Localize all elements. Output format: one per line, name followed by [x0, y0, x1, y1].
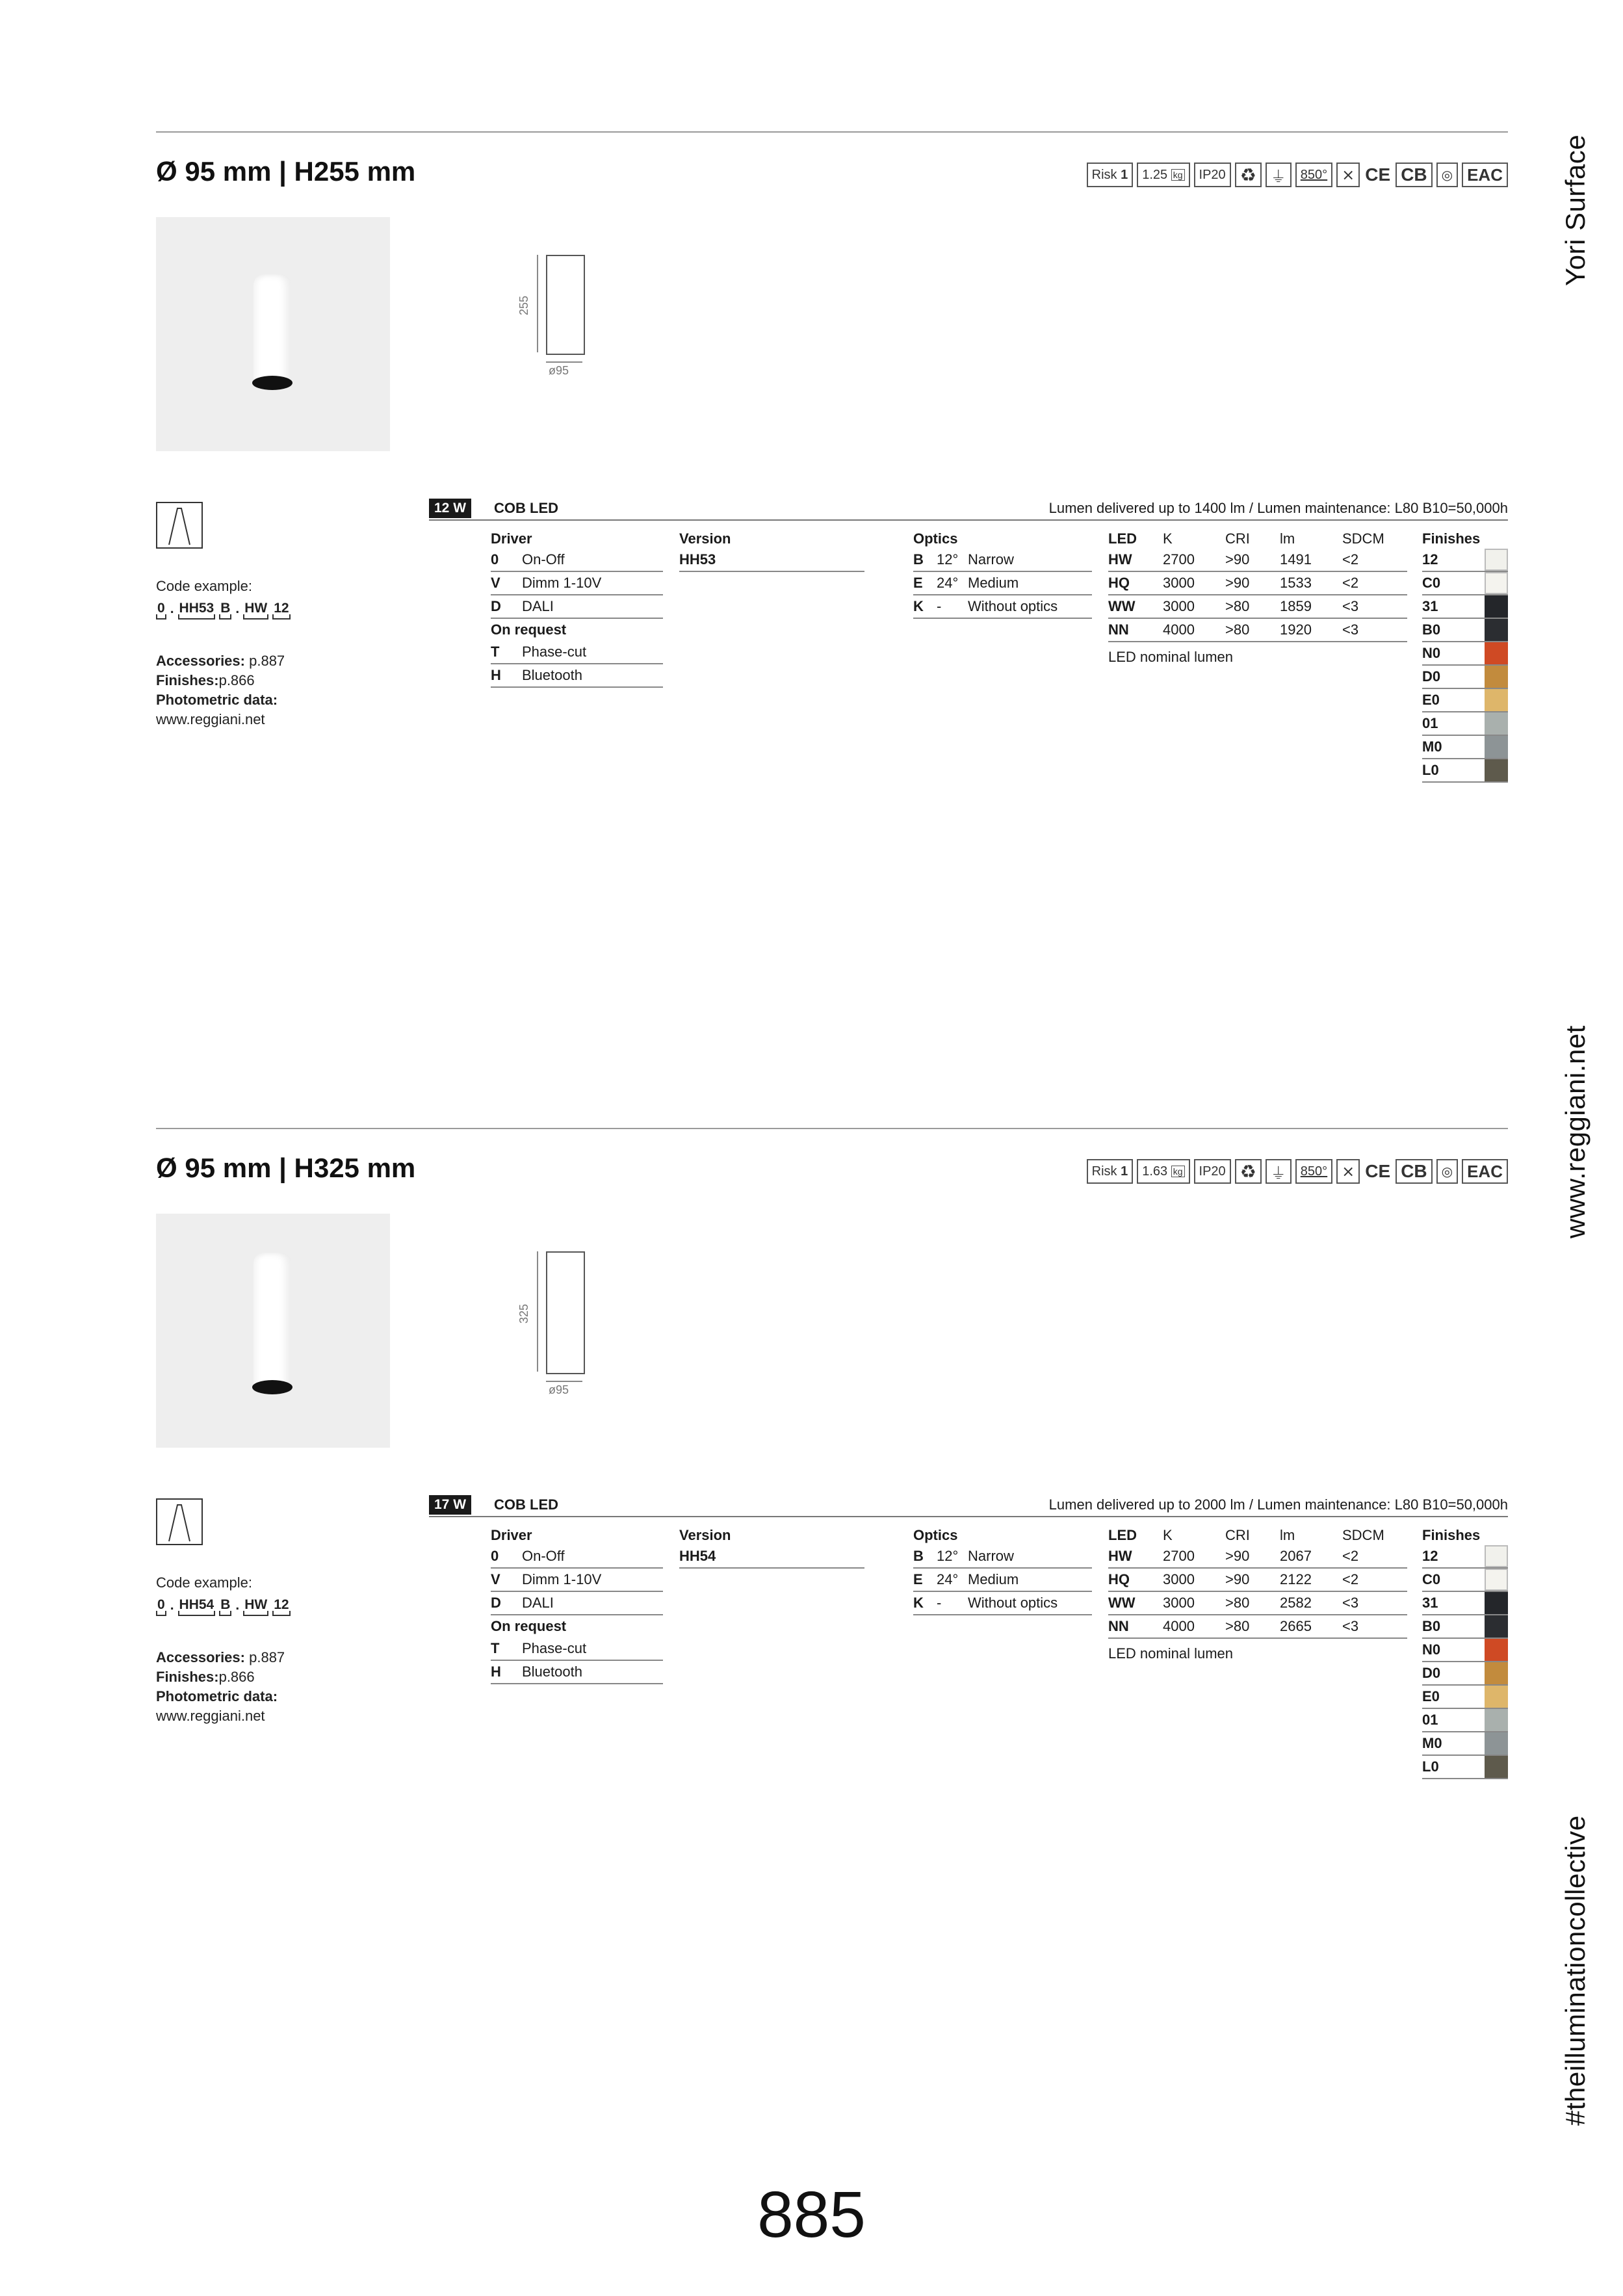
finish-code: 12 — [1422, 1548, 1438, 1564]
ccc-mark-icon: ◎ — [1436, 163, 1458, 187]
no-dimmer-icon: ⨯ — [1336, 163, 1360, 187]
version-column — [679, 529, 864, 572]
driver-option: D DALI — [491, 1592, 663, 1615]
optics-option: B 12° Narrow — [913, 549, 1092, 572]
finish-option — [1422, 736, 1508, 759]
version-value: HH53 — [679, 549, 864, 572]
product-photo — [156, 217, 390, 451]
finish-color-swatch — [1485, 712, 1508, 735]
finish-code: L0 — [1422, 1758, 1439, 1775]
optics-column — [913, 529, 1092, 619]
code-example — [156, 1573, 291, 1616]
optics-column — [913, 1526, 1092, 1615]
product-photo — [156, 1214, 390, 1448]
cri-badge: 850° — [1295, 1159, 1332, 1184]
finishes-label: Finishes: — [156, 1669, 219, 1685]
certification-badges — [1087, 163, 1508, 187]
finishes-header: Finishes — [1422, 530, 1481, 547]
finish-code: D0 — [1422, 1665, 1441, 1681]
finish-option — [1422, 1615, 1508, 1639]
accessories-label: Accessories: — [156, 1649, 245, 1665]
height-dimension-line — [537, 1251, 538, 1372]
section-divider — [156, 1128, 1508, 1129]
finish-option — [1422, 595, 1508, 619]
led-column — [1108, 529, 1407, 667]
finish-code: C0 — [1422, 575, 1441, 591]
led-nominal-note: LED nominal lumen — [1108, 649, 1233, 665]
height-dimension-line — [537, 255, 538, 352]
finish-code: M0 — [1422, 738, 1442, 755]
code-example-parts: 0 . HH53 B . HW 12 — [156, 599, 291, 620]
diameter-dimension-label: ø95 — [549, 1383, 569, 1396]
driver-option: H Bluetooth — [491, 664, 663, 688]
diameter-dimension-label: ø95 — [549, 364, 569, 377]
diameter-dimension-line — [546, 361, 582, 363]
finish-color-swatch — [1485, 549, 1508, 571]
code-part: B — [219, 1595, 231, 1616]
finish-code: E0 — [1422, 1688, 1440, 1704]
spec-header-bar — [429, 499, 1508, 521]
finish-option — [1422, 642, 1508, 666]
version-column — [679, 1526, 864, 1569]
photometric-label: Photometric data: — [156, 692, 278, 708]
height-dimension-label: 325 — [517, 1303, 530, 1324]
finish-color-swatch — [1485, 1662, 1508, 1684]
ground-icon: ⏚ — [1266, 163, 1292, 187]
code-example-label: Code example: — [156, 578, 252, 594]
version-value: HH54 — [679, 1545, 864, 1569]
section-divider — [156, 131, 1508, 133]
finish-option — [1422, 619, 1508, 642]
finish-code: D0 — [1422, 668, 1441, 685]
led-row: NN 4000 >80 1920 <3 — [1108, 619, 1407, 642]
side-website: www.reggiani.net — [1560, 1025, 1591, 1238]
finish-color-swatch — [1485, 642, 1508, 664]
luminaire-body — [253, 1253, 291, 1389]
finish-code: 12 — [1422, 551, 1438, 567]
finish-color-swatch — [1485, 595, 1508, 618]
ce-mark-icon: CE — [1365, 164, 1391, 185]
light-source-label: COB LED — [494, 1496, 558, 1513]
driver-option: H Bluetooth — [491, 1661, 663, 1684]
finish-code: B0 — [1422, 621, 1441, 638]
finish-code: L0 — [1422, 762, 1439, 778]
finish-code: 01 — [1422, 715, 1438, 731]
code-part: 0 — [156, 1595, 166, 1616]
product-dimensions-title: Ø 95 mm | H325 mm — [156, 1153, 416, 1183]
finish-color-swatch — [1485, 1592, 1508, 1614]
finish-code: C0 — [1422, 1571, 1441, 1587]
driver-column — [491, 1526, 663, 1684]
website-link[interactable]: www.reggiani.net — [156, 711, 265, 727]
weight-badge: 1.63 kg — [1137, 1159, 1189, 1184]
finish-color-swatch — [1485, 1732, 1508, 1755]
finish-option — [1422, 759, 1508, 783]
ccc-mark-icon: ◎ — [1436, 1159, 1458, 1184]
finishes-column — [1422, 529, 1508, 783]
led-nominal-note: LED nominal lumen — [1108, 1645, 1233, 1662]
luminaire-body — [253, 274, 291, 385]
finish-code: N0 — [1422, 645, 1441, 661]
finish-option — [1422, 572, 1508, 595]
finish-color-swatch — [1485, 1545, 1508, 1567]
driver-option: 0 On-Off — [491, 1545, 663, 1569]
luminaire-outline — [546, 1251, 585, 1374]
product-dimensions-title: Ø 95 mm | H255 mm — [156, 156, 416, 187]
finish-option — [1422, 712, 1508, 736]
surface-mount-icon — [156, 502, 203, 549]
surface-mount-icon — [156, 1498, 203, 1545]
finishes-label: Finishes: — [156, 672, 219, 688]
finish-option — [1422, 1639, 1508, 1662]
accessories-page-link[interactable]: p.887 — [249, 653, 285, 669]
diameter-dimension-line — [546, 1381, 582, 1382]
finish-code: 31 — [1422, 598, 1438, 614]
driver-column — [491, 529, 663, 688]
led-row: HW 2700 >90 2067 <2 — [1108, 1545, 1407, 1569]
finish-code: N0 — [1422, 1641, 1441, 1658]
led-row: HW 2700 >90 1491 <2 — [1108, 549, 1407, 572]
led-header-row: LED K CRI lm SDCM — [1108, 530, 1384, 547]
finish-code: B0 — [1422, 1618, 1441, 1634]
finishes-column — [1422, 1526, 1508, 1779]
finish-color-swatch — [1485, 619, 1508, 641]
wattage-badge: 12 W — [429, 499, 471, 518]
cb-mark-icon: CB — [1396, 1159, 1432, 1184]
driver-option: V Dimm 1-10V — [491, 1569, 663, 1592]
ground-icon: ⏚ — [1266, 1159, 1292, 1184]
version-header: Version — [679, 530, 731, 547]
certification-badges — [1087, 1159, 1508, 1184]
code-part: B — [219, 599, 231, 620]
finishes-page-link[interactable]: p.866 — [218, 672, 255, 688]
side-hashtag: #theilluminationcollective — [1560, 1815, 1591, 2126]
code-part: HH53 — [178, 599, 216, 620]
driver-header: Driver — [491, 1527, 532, 1543]
optics-option: B 12° Narrow — [913, 1545, 1092, 1569]
code-part: HW — [243, 599, 268, 620]
finish-option — [1422, 549, 1508, 572]
no-dimmer-icon: ⨯ — [1336, 1159, 1360, 1184]
lumen-maintenance-note: Lumen delivered up to 2000 lm / Lumen maintenance: L80 B10=50,000h — [1048, 1496, 1508, 1513]
led-column — [1108, 1526, 1407, 1663]
finishes-header: Finishes — [1422, 1527, 1481, 1543]
side-product-title: Yori Surface — [1560, 134, 1591, 286]
cb-mark-icon: CB — [1396, 163, 1432, 187]
driver-option: T Phase-cut — [491, 1637, 663, 1661]
finish-color-swatch — [1485, 759, 1508, 781]
product-info — [156, 651, 285, 729]
finishes-page-link[interactable]: p.866 — [218, 1669, 255, 1685]
product-section — [156, 131, 1508, 911]
led-row: HQ 3000 >90 1533 <2 — [1108, 572, 1407, 595]
optics-header: Optics — [913, 1527, 958, 1543]
finish-option — [1422, 689, 1508, 712]
luminaire-aperture — [252, 1380, 292, 1394]
finish-color-swatch — [1485, 1756, 1508, 1778]
wattage-badge: 17 W — [429, 1495, 471, 1515]
code-example-parts: 0 . HH54 B . HW 12 — [156, 1595, 291, 1616]
optics-option: K - Without optics — [913, 1592, 1092, 1615]
code-example-label: Code example: — [156, 1574, 252, 1591]
led-header-row: LED K CRI lm SDCM — [1108, 1527, 1384, 1543]
finish-color-swatch — [1485, 572, 1508, 594]
cri-badge: 850° — [1295, 163, 1332, 187]
finish-color-swatch — [1485, 1686, 1508, 1708]
eac-mark-icon: EAC — [1462, 1159, 1508, 1184]
led-row: WW 3000 >80 2582 <3 — [1108, 1592, 1407, 1615]
finish-code: 01 — [1422, 1712, 1438, 1728]
weight-icon: kg — [1171, 169, 1185, 181]
finish-code: M0 — [1422, 1735, 1442, 1751]
photometric-label: Photometric data: — [156, 1688, 278, 1704]
finish-option — [1422, 1756, 1508, 1779]
finish-color-swatch — [1485, 1639, 1508, 1661]
weight-icon: kg — [1171, 1166, 1185, 1177]
product-section — [156, 1128, 1508, 1908]
weight-badge: 1.25 kg — [1137, 163, 1189, 187]
finish-color-swatch — [1485, 666, 1508, 688]
finish-code: E0 — [1422, 692, 1440, 708]
recycle-icon: ♻ — [1235, 163, 1262, 187]
finish-option — [1422, 1569, 1508, 1592]
spec-header-bar — [429, 1495, 1508, 1517]
driver-option: V Dimm 1-10V — [491, 572, 663, 595]
eac-mark-icon: EAC — [1462, 163, 1508, 187]
code-example — [156, 577, 291, 620]
on-request-label: On request — [491, 621, 567, 638]
finish-option — [1422, 1686, 1508, 1709]
recycle-icon: ♻ — [1235, 1159, 1262, 1184]
accessories-page-link[interactable]: p.887 — [249, 1649, 285, 1665]
ip-rating-badge: IP20 — [1194, 163, 1231, 187]
finish-option — [1422, 1662, 1508, 1686]
led-row: NN 4000 >80 2665 <3 — [1108, 1615, 1407, 1639]
optics-option: E 24° Medium — [913, 1569, 1092, 1592]
ip-rating-badge: IP20 — [1194, 1159, 1231, 1184]
optics-option: K - Without optics — [913, 595, 1092, 619]
ce-mark-icon: CE — [1365, 1161, 1391, 1181]
finish-option — [1422, 1592, 1508, 1615]
risk-group-badge: Risk 1 — [1087, 163, 1134, 187]
code-part: 12 — [272, 599, 290, 620]
optics-option: E 24° Medium — [913, 572, 1092, 595]
accessories-label: Accessories: — [156, 653, 245, 669]
driver-option: D DALI — [491, 595, 663, 619]
product-info — [156, 1648, 285, 1726]
code-part: 0 — [156, 599, 166, 620]
website-link[interactable]: www.reggiani.net — [156, 1708, 265, 1724]
finish-color-swatch — [1485, 1615, 1508, 1637]
luminaire-outline — [546, 255, 585, 355]
height-dimension-label: 255 — [517, 295, 530, 315]
on-request-label: On request — [491, 1618, 567, 1634]
finish-color-swatch — [1485, 736, 1508, 758]
led-row: HQ 3000 >90 2122 <2 — [1108, 1569, 1407, 1592]
driver-option: T Phase-cut — [491, 641, 663, 664]
finish-option — [1422, 1545, 1508, 1569]
finish-code: 31 — [1422, 1595, 1438, 1611]
lumen-maintenance-note: Lumen delivered up to 1400 lm / Lumen maintenance: L80 B10=50,000h — [1048, 500, 1508, 516]
luminaire-aperture — [252, 376, 292, 390]
finish-option — [1422, 1732, 1508, 1756]
optics-header: Optics — [913, 530, 958, 547]
risk-group-badge: Risk 1 — [1087, 1159, 1134, 1184]
finish-color-swatch — [1485, 1569, 1508, 1591]
code-part: HH54 — [178, 1595, 216, 1616]
driver-header: Driver — [491, 530, 532, 547]
code-part: 12 — [272, 1595, 290, 1616]
driver-option: 0 On-Off — [491, 549, 663, 572]
finish-option — [1422, 1709, 1508, 1732]
page-number: 885 — [757, 2178, 866, 2251]
finish-color-swatch — [1485, 1709, 1508, 1731]
led-row: WW 3000 >80 1859 <3 — [1108, 595, 1407, 619]
finish-color-swatch — [1485, 689, 1508, 711]
light-source-label: COB LED — [494, 500, 558, 516]
finish-option — [1422, 666, 1508, 689]
version-header: Version — [679, 1527, 731, 1543]
code-part: HW — [243, 1595, 268, 1616]
